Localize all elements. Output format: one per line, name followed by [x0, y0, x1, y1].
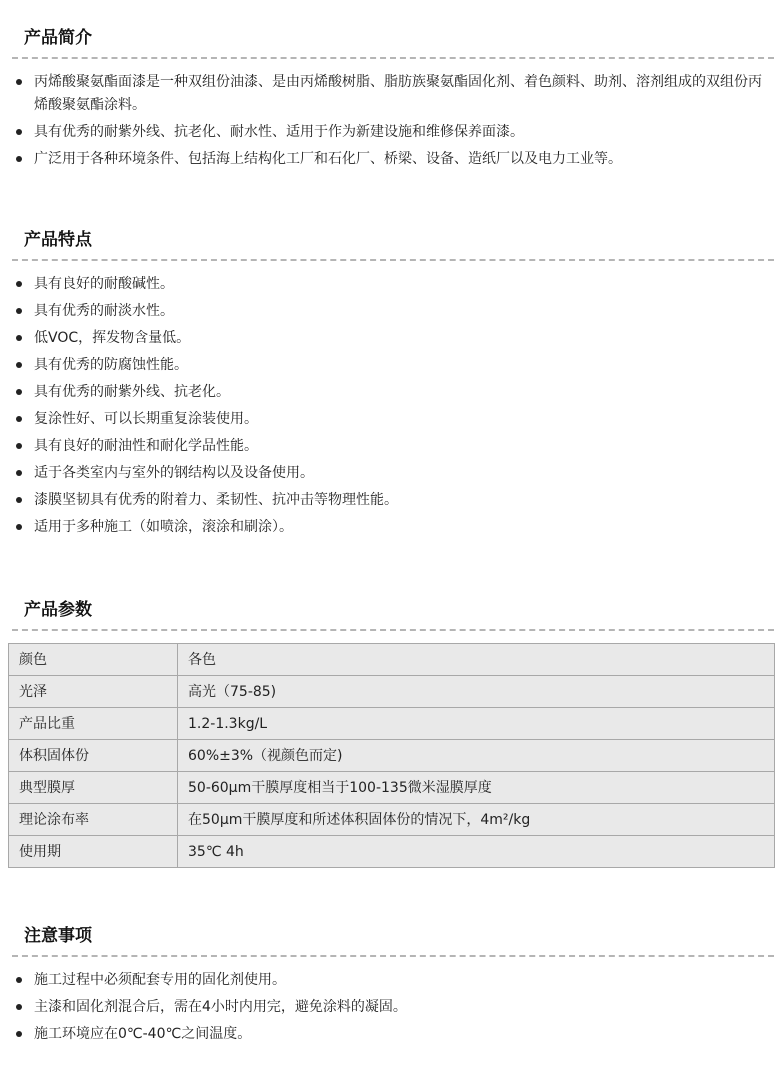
- table-row: [9, 676, 775, 708]
- features-list: [0, 273, 776, 543]
- list-item: 具有优秀的耐紫外线、抗老化、耐水性、适用于作为新建设施和维修保养面漆。: [0, 121, 776, 144]
- list-item: 漆膜坚韧具有优秀的附着力、柔韧性、抗冲击等物理性能。: [0, 489, 776, 512]
- section-divider: [12, 57, 774, 59]
- param-value: 50-60μm干膜厚度相当于100-135微米湿膜厚度: [178, 772, 775, 804]
- list-item: 具有优秀的耐淡水性。: [0, 300, 776, 323]
- list-item: 广泛用于各种环境条件、包括海上结构化工厂和石化厂、桥梁、设备、造纸厂以及电力工业等。: [0, 148, 776, 171]
- list-item: 低VOC，挥发物含量低。: [0, 327, 776, 350]
- list-item: 适用于多种施工（如喷涂，滚涂和刷涂）。: [0, 516, 776, 539]
- section-title-notes: 注意事项: [24, 926, 92, 946]
- param-key: 体积固体份: [9, 740, 178, 772]
- list-item: 具有优秀的防腐蚀性能。: [0, 354, 776, 377]
- list-item: 适于各类室内与室外的钢结构以及设备使用。: [0, 462, 776, 485]
- table-row: [9, 644, 775, 676]
- list-item: 施工过程中必须配套专用的固化剂使用。: [0, 969, 776, 992]
- param-value: 35℃ 4h: [178, 836, 775, 868]
- notes-list: [0, 969, 776, 1050]
- param-value: 高光（75-85): [178, 676, 775, 708]
- list-item: 具有良好的耐酸碱性。: [0, 273, 776, 296]
- list-item: 施工环境应在0℃-40℃之间温度。: [0, 1023, 776, 1046]
- section-divider: [12, 259, 774, 261]
- list-item: 具有优秀的耐紫外线、抗老化。: [0, 381, 776, 404]
- param-key: 理论涂布率: [9, 804, 178, 836]
- section-title-intro: 产品简介: [24, 28, 92, 48]
- param-value: 在50μm干膜厚度和所述体积固体份的情况下，4m²/kg: [178, 804, 775, 836]
- param-value: 60%±3%（视颜色而定): [178, 740, 775, 772]
- table-row: [9, 772, 775, 804]
- section-divider: [12, 629, 774, 631]
- param-key: 光泽: [9, 676, 178, 708]
- section-title-params: 产品参数: [24, 600, 92, 620]
- section-title-features: 产品特点: [24, 230, 92, 250]
- intro-list: [0, 71, 776, 175]
- param-key: 典型膜厚: [9, 772, 178, 804]
- list-item: 复涂性好、可以长期重复涂装使用。: [0, 408, 776, 431]
- param-key: 颜色: [9, 644, 178, 676]
- list-item: 丙烯酸聚氨酯面漆是一种双组份油漆、是由丙烯酸树脂、脂肪族聚氨酯固化剂、着色颜料、助剂、溶剂组成的双组份丙烯酸聚氨酯涂料。: [0, 71, 776, 117]
- table-row: [9, 740, 775, 772]
- param-key: 使用期: [9, 836, 178, 868]
- table-row: [9, 836, 775, 868]
- param-value: 1.2-1.3kg/L: [178, 708, 775, 740]
- param-value: 各色: [178, 644, 775, 676]
- param-key: 产品比重: [9, 708, 178, 740]
- params-table: [8, 643, 775, 868]
- list-item: 具有良好的耐油性和耐化学品性能。: [0, 435, 776, 458]
- list-item: 主漆和固化剂混合后，需在4小时内用完，避免涂料的凝固。: [0, 996, 776, 1019]
- table-row: [9, 804, 775, 836]
- section-divider: [12, 955, 774, 957]
- table-row: [9, 708, 775, 740]
